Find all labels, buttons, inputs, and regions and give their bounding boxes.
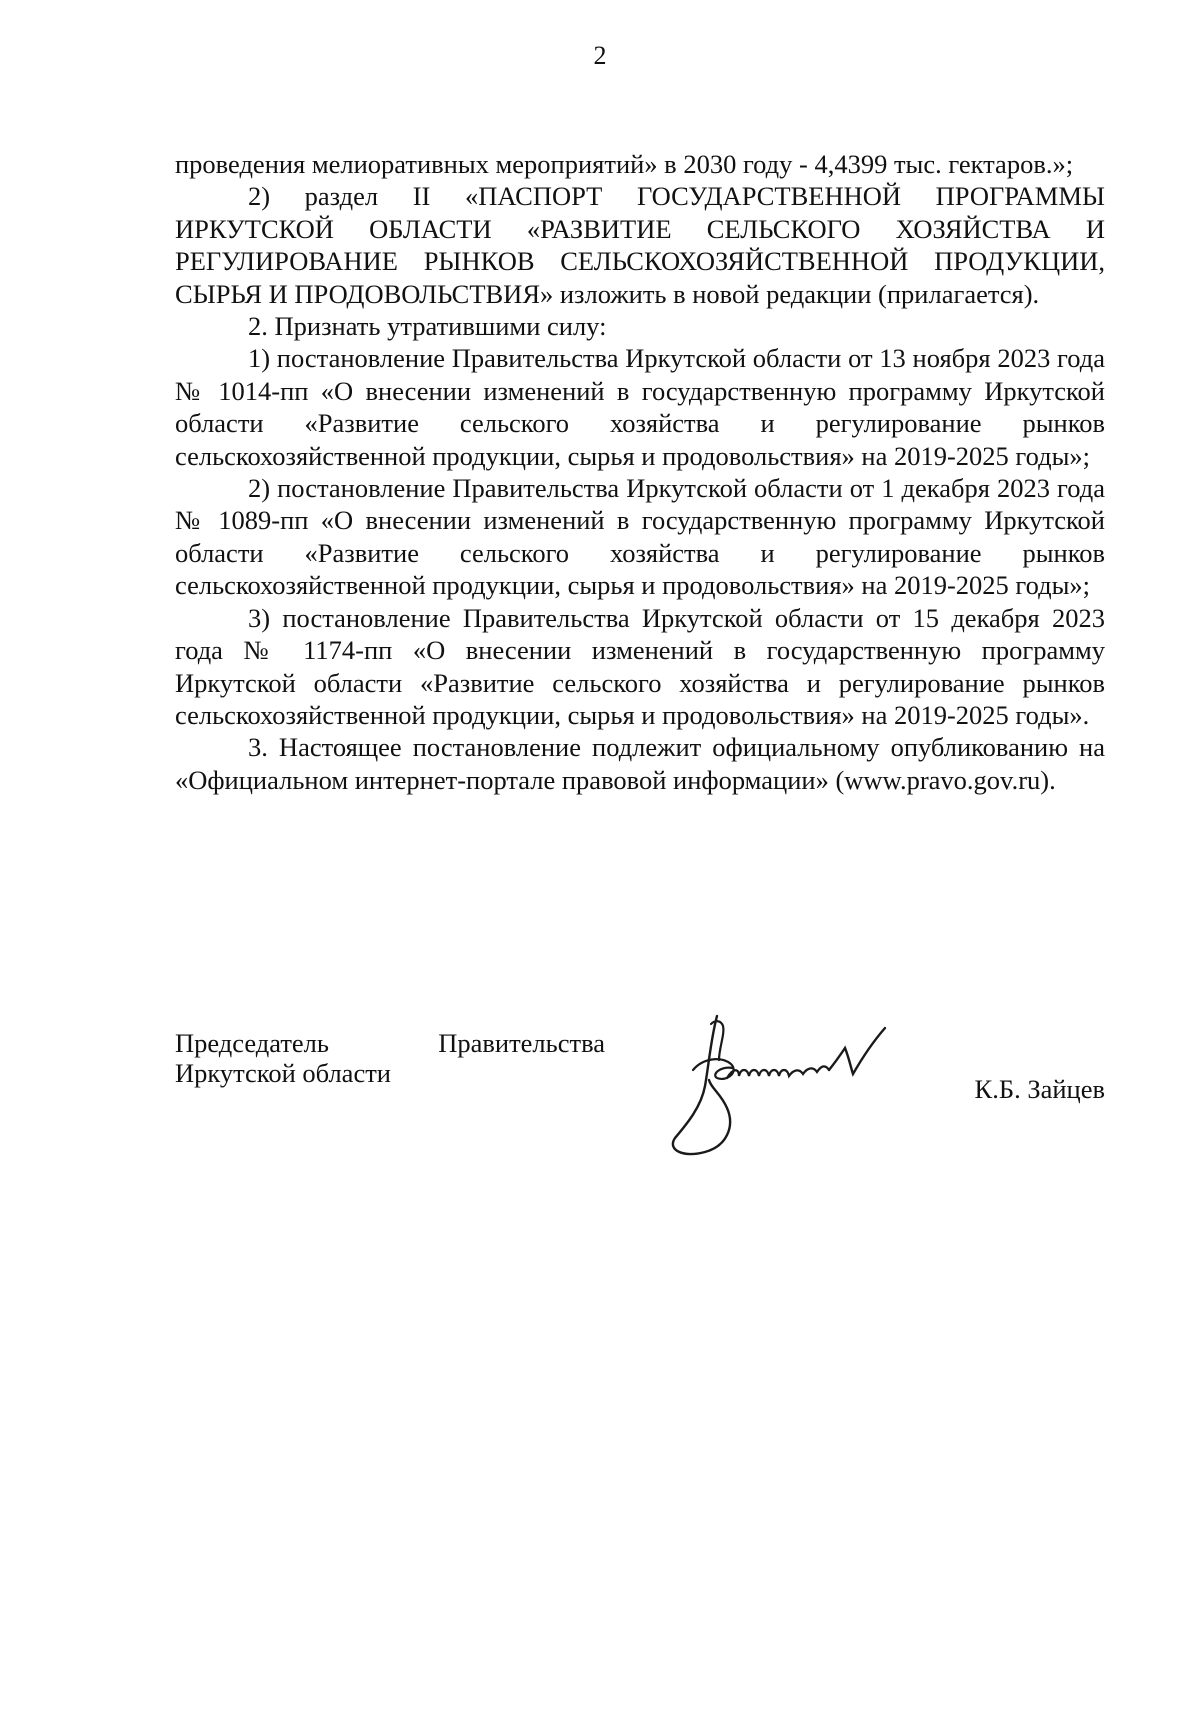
paragraph-item-2: 2. Признать утратившими силу:: [248, 311, 607, 342]
paragraph-section-2: 2) раздел II «ПАСПОРТ ГОСУДАРСТВЕННОЙ ПРОГРАММЫ ИРКУТСКОЙ ОБЛАСТИ «РАЗВИТИЕ СЕЛЬСКОГО ХОЗЯЙСТВА И РЕГУЛИРОВАНИЕ РЫНКОВ СЕЛЬСКОХОЗЯЙСТВЕННОЙ ПРОДУКЦИИ, СЫРЬЯ И ПРОДОВОЛЬСТВИЯ» изложить в новой редакции (прилагается).: [175, 181, 1105, 309]
paragraph-repeal-3: 3) постановление Правительства Иркутской области от 15 декабря 2023 года № 1174-пп «О внесении изменений в государственную программу Иркутской области «Развитие сельского хозяйства и регулирование рынков сельскохозяйственной продукции, сырья и продовольствия» на 2019-2025 годы».: [175, 602, 1105, 730]
paragraph-continuation: проведения мелиоративных мероприятий» в 2030 году - 4,4399 тыс. гектаров.»;: [175, 149, 1074, 179]
document-body: [175, 148, 1105, 796]
signature-block: [175, 1028, 1105, 1178]
signatory-title: [175, 1028, 605, 1088]
paragraph-repeal-1: 1) постановление Правительства Иркутской области от 13 ноября 2023 года № 1014-пп «О внесении изменений в государственную программу Иркутской области «Развитие сельского хозяйства и регулирование рынков сельскохозяйственной продукции, сырья и продовольствия» на 2019-2025 годы»;: [175, 343, 1105, 471]
page-number: 2: [593, 41, 607, 70]
paragraph-repeal-2: 2) постановление Правительства Иркутской области от 1 декабря 2023 года № 1089-пп «О внесении изменений в государственную программу Иркутской области «Развитие сельского хозяйства и регулирование рынков сельскохозяйственной продукции, сырья и продовольствия» на 2019-2025 годы»;: [175, 473, 1105, 601]
signatory-title-line-2: Иркутской области: [175, 1058, 391, 1088]
signature-drawing: [665, 1008, 935, 1168]
paragraph-item-3: 3. Настоящее постановление подлежит официальному опубликованию на «Официальном интернет-портале правовой информации» (www.pravo.gov.ru).: [175, 732, 1105, 795]
signatory-title-line-1: Председатель Правительства: [175, 1028, 605, 1058]
handwritten-signature: [665, 1008, 935, 1168]
signatory-name: К.Б. Зайцев: [974, 1074, 1105, 1104]
